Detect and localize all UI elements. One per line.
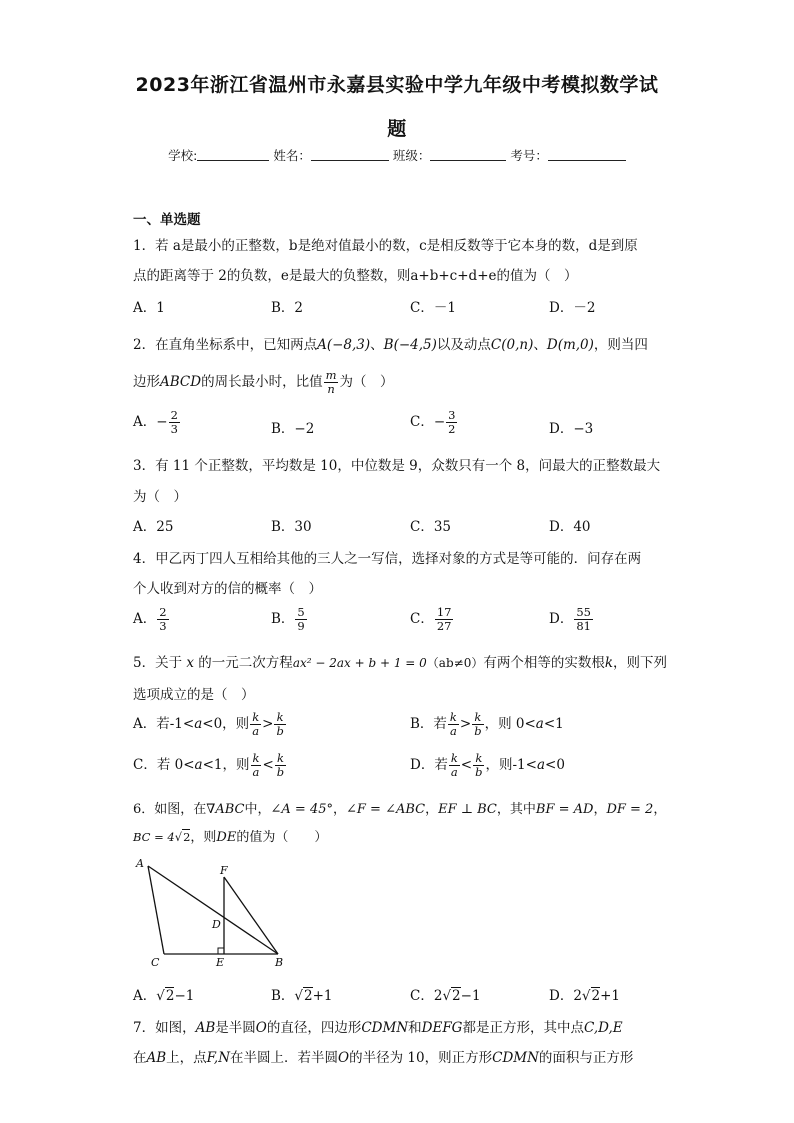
equation-df: DF = 2 (606, 802, 654, 817)
radicand: 2 (591, 988, 601, 1004)
fraction-numerator: 2 (170, 408, 178, 422)
q1-option-c[interactable]: C．－1 (410, 300, 456, 316)
fraction-numerator: k (449, 710, 457, 724)
option-fraction (574, 606, 593, 633)
fraction-numerator: m (325, 368, 337, 382)
compare-sign: > (262, 716, 274, 732)
q2-option-d[interactable] (549, 417, 593, 437)
q3-option-d[interactable]: D．40 (549, 519, 591, 535)
q5-option-a[interactable] (133, 711, 287, 738)
option-tail: −1 (460, 988, 481, 1004)
fraction-denominator: a (252, 765, 260, 779)
q3-option-a[interactable]: A．25 (133, 519, 174, 535)
fraction-numerator: k (252, 710, 260, 724)
option-text: <0，则 (202, 716, 250, 732)
q2-sep: 、 (533, 337, 547, 353)
q7-text: 7．如图， (133, 1020, 196, 1036)
q5-line2: 选项成立的是（ ） (133, 687, 255, 703)
q2-text: 边形 (133, 374, 160, 390)
fraction-k-over-a (250, 711, 261, 738)
section-heading: 一、单选题 (133, 212, 201, 228)
square-cdmn: CDMN (361, 1020, 409, 1036)
option-letter: D． (549, 611, 574, 627)
var-x: x (186, 655, 195, 671)
q5-option-d[interactable] (410, 752, 565, 779)
q6-text: 的值为（ ） (236, 830, 328, 845)
option-text: ，则 0< (484, 716, 536, 732)
fraction-denominator: b (475, 765, 483, 779)
fraction-denominator: a (252, 724, 260, 738)
q7-line1 (133, 1016, 623, 1036)
student-info-row (0, 146, 794, 164)
option-letter: B． (271, 421, 295, 437)
q3-option-c[interactable]: C．35 (410, 519, 452, 535)
q1-option-d[interactable]: D．－2 (549, 300, 596, 316)
fraction-numerator: 2 (159, 605, 167, 619)
segment-fb (224, 877, 278, 954)
fraction-denominator: b (276, 724, 284, 738)
fraction-numerator: 3 (448, 408, 456, 422)
q4-option-c[interactable] (410, 606, 454, 633)
q7-text: 在 (133, 1050, 147, 1066)
q1-option-b[interactable]: B．2 (271, 300, 304, 316)
exam-title-line2: 题 (387, 118, 407, 140)
q3-option-b[interactable]: B．30 (271, 519, 312, 535)
q7-text: 的面积与正方形 (538, 1050, 634, 1066)
option-fraction (446, 409, 457, 436)
q6-text: 6．如图，在 (133, 802, 207, 817)
option-fraction (295, 606, 306, 633)
q4-line2: 个人收到对方的信的概率（ ） (133, 581, 322, 597)
option-coef: 2 (573, 988, 582, 1004)
q7-text: 的半径为 10，则正方形 (349, 1050, 493, 1066)
option-text: <1 (543, 716, 564, 732)
q7-text: 上，点 (166, 1050, 207, 1066)
q7-text: 是半圆 (215, 1020, 256, 1036)
triangle-abc: ∇ABC (206, 802, 245, 817)
option-letter: B． (271, 611, 295, 627)
fraction-k-over-a (449, 752, 460, 779)
fraction-k-over-a (251, 752, 262, 779)
fraction-k-over-a (448, 711, 459, 738)
option-letter: A． (133, 611, 157, 627)
point-a: A(−8,3) (317, 337, 371, 353)
quad-abcd: ABCD (160, 374, 202, 390)
name-label: 姓名： (273, 148, 311, 163)
option-text: B．若 (410, 716, 447, 732)
perpendicular: EF ⊥ BC (438, 802, 497, 817)
fraction-denominator: n (327, 382, 335, 396)
q2-option-a[interactable] (133, 409, 181, 436)
fraction-numerator: k (472, 711, 483, 725)
q6-option-d[interactable]: D．2√2+1 (549, 988, 621, 1004)
var-a: a (194, 716, 203, 732)
school-blank[interactable] (197, 148, 269, 161)
point-c: C(0,n) (490, 337, 534, 353)
label-e: E (216, 956, 225, 969)
angle-a: ∠A = 45° (270, 802, 333, 817)
q6-line2: BC = 4√2，则DE的值为（ ） (133, 830, 328, 845)
var-a: a (535, 716, 544, 732)
option-letter: A． (133, 988, 157, 1004)
point-o: O (338, 1050, 350, 1066)
option-text: <1，则 (202, 757, 250, 773)
option-tail: +1 (312, 988, 333, 1004)
fraction-numerator: k (252, 751, 260, 765)
option-value: −2 (294, 421, 315, 437)
q5-text: 有两个相等的实数根 (483, 655, 605, 671)
square-cdmn: CDMN (492, 1050, 539, 1066)
fraction-numerator: k (274, 711, 285, 725)
q4-option-d[interactable] (549, 606, 594, 633)
class-label: 班级： (392, 148, 431, 163)
q7-text: 的直径，四边形 (266, 1020, 362, 1036)
option-text: D．若 (410, 757, 448, 773)
exam-number-label: 考号： (510, 148, 548, 163)
q6-option-b[interactable]: B．√2+1 (271, 988, 333, 1004)
fraction-denominator: a (450, 765, 458, 779)
fraction-denominator: 9 (297, 619, 305, 633)
option-coef: 2 (433, 988, 443, 1004)
segment-ab: AB (146, 1050, 167, 1066)
q5-option-b[interactable] (410, 711, 564, 738)
fraction-denominator: 2 (448, 422, 456, 436)
q2-line1 (133, 333, 648, 353)
fraction-numerator: 5 (297, 605, 305, 619)
fraction-k-over-b (274, 711, 285, 738)
option-fraction (169, 409, 180, 436)
q5-text: 的一元二次方程 (194, 655, 293, 671)
fraction-denominator: 3 (159, 619, 167, 633)
q5-option-c[interactable] (133, 752, 287, 779)
option-fraction (435, 606, 454, 633)
q5-line1 (133, 651, 667, 671)
q7-text: 都是正方形，其中点 (462, 1020, 584, 1036)
segment-ac (148, 866, 164, 954)
segment-de: DE (216, 830, 237, 845)
q5-text: ，则下列 (613, 655, 668, 671)
q6-text: 中， (244, 802, 271, 817)
q1-line1: 1．若 a是最小的正整数，b是绝对值最小的数，c是相反数等于它本身的数，d是到原 (133, 238, 638, 254)
q4-line1: 4．甲乙丙丁四人互相给其他的三人之一写信，选择对象的方式是等可能的．问存在两 (133, 551, 642, 567)
option-letter: D． (549, 988, 574, 1004)
fraction-denominator: b (276, 765, 285, 779)
radicand: 2 (452, 988, 461, 1004)
right-angle-mark (218, 948, 224, 954)
label-c: C (151, 956, 160, 969)
option-fraction (157, 606, 168, 633)
q6-text: ，其中 (496, 802, 536, 817)
q2-text: 为（ ） (339, 374, 394, 390)
q6-sep: ， (425, 802, 439, 817)
q2-option-b[interactable] (271, 417, 314, 437)
fraction-k-over-b (473, 752, 484, 779)
fraction-denominator: 3 (170, 422, 178, 436)
q6-line1 (133, 798, 666, 817)
fraction-denominator: 27 (436, 619, 452, 633)
fraction-numerator: k (450, 751, 458, 765)
option-tail: −1 (174, 988, 195, 1004)
exam-title-line1: 2023年浙江省温州市永嘉县实验中学九年级中考模拟数学试 (135, 74, 659, 96)
option-sign: − (156, 414, 168, 430)
q6-option-c[interactable]: C．2√2−1 (410, 988, 481, 1004)
q5-text: 5．关于 (133, 655, 187, 671)
radicand: 2 (165, 988, 175, 1004)
q6-sep: ， (653, 802, 667, 817)
option-text: A．若-1< (133, 716, 195, 732)
q6-text: ，则 (190, 830, 217, 845)
option-sign: − (433, 414, 446, 430)
q7-text: 和 (408, 1020, 422, 1036)
q3-line2: 为（ ） (133, 489, 187, 505)
label-a: A (136, 857, 144, 870)
fraction-k-over-b (472, 711, 483, 738)
radicand: 2 (183, 830, 191, 844)
segment-ab (148, 866, 278, 954)
option-text: ，则-1< (485, 757, 537, 773)
angle-f: ∠F = ∠ABC (346, 802, 426, 817)
option-letter: A． (133, 414, 157, 430)
q2-text: 2．在直角坐标系中，已知两点 (133, 337, 318, 353)
q2-line2 (133, 369, 393, 396)
q1-option-a[interactable]: A．1 (133, 300, 165, 316)
ratio-fraction (324, 369, 339, 396)
fraction-denominator: b (474, 724, 482, 738)
q2-option-c[interactable] (410, 409, 458, 436)
option-value: −3 (573, 421, 594, 437)
q6-option-a[interactable]: A．√2−1 (133, 988, 195, 1004)
compare-sign: > (459, 716, 472, 732)
class-blank[interactable] (430, 148, 506, 161)
q2-text: 以及动点 (436, 337, 491, 353)
exam-number-blank[interactable] (548, 148, 626, 161)
point-o: O (255, 1020, 267, 1036)
q6-sep: ， (593, 802, 607, 817)
q3-line1: 3．有 11 个正整数，平均数是 10，中位数是 9，众数只有一个 8，问最大的正整数最大 (133, 458, 661, 474)
q7-line2 (133, 1046, 633, 1066)
q6-sep: ， (333, 802, 347, 817)
option-letter: C． (410, 414, 434, 430)
var-a: a (194, 757, 203, 773)
segment-ab: AB (195, 1020, 216, 1036)
points-cde: C,D,E (583, 1020, 623, 1036)
point-b: B(−4,5) (383, 337, 437, 353)
radicand: 2 (304, 988, 313, 1004)
fraction-denominator: a (449, 724, 457, 738)
name-blank[interactable] (311, 148, 389, 161)
equation-condition: （ab≠0） (426, 656, 484, 670)
var-a: a (536, 757, 546, 773)
q2-text: ，则当四 (593, 337, 648, 353)
q2-sep: 、 (370, 337, 384, 353)
compare-sign: < (262, 757, 274, 773)
q1-line2: 点的距离等于 2的负数，e是最大的负整数，则a+b+c+d+e的值为（ ） (133, 268, 578, 284)
points-fn: F,N (206, 1050, 231, 1066)
school-label: 学校: (168, 148, 198, 163)
option-letter: C． (410, 611, 434, 627)
fraction-numerator: k (473, 752, 484, 766)
equation-bc: BC = 4 (133, 830, 175, 844)
label-f: F (220, 864, 228, 877)
quadratic-equation: ax² − 2ax + b + 1 = 0 (292, 656, 427, 670)
q4-option-b[interactable] (271, 606, 308, 633)
var-k: k (604, 655, 614, 671)
option-letter: C． (410, 988, 434, 1004)
q4-option-a[interactable] (133, 606, 170, 633)
option-tail: +1 (600, 988, 621, 1004)
fraction-numerator: 55 (576, 605, 591, 619)
label-d: D (212, 918, 221, 931)
fraction-k-over-b (275, 752, 286, 779)
label-b: B (275, 956, 284, 969)
q7-text: 在半圆上．若半圆 (230, 1050, 339, 1066)
option-letter: B． (271, 988, 295, 1004)
option-text: <0 (545, 757, 565, 773)
fraction-numerator: 17 (436, 605, 452, 619)
q2-text: 的周长最小时，比值 (201, 374, 323, 390)
equation-bf-ad: BF = AD (535, 802, 594, 817)
option-text: C．若 0< (133, 757, 195, 773)
fraction-numerator: k (275, 752, 286, 766)
point-d: D(m,0) (546, 337, 594, 353)
fraction-denominator: 81 (576, 619, 591, 633)
square-defg: DEFG (421, 1020, 463, 1036)
compare-sign: < (460, 757, 473, 773)
option-letter: D． (549, 421, 574, 437)
q6-figure (128, 852, 298, 976)
